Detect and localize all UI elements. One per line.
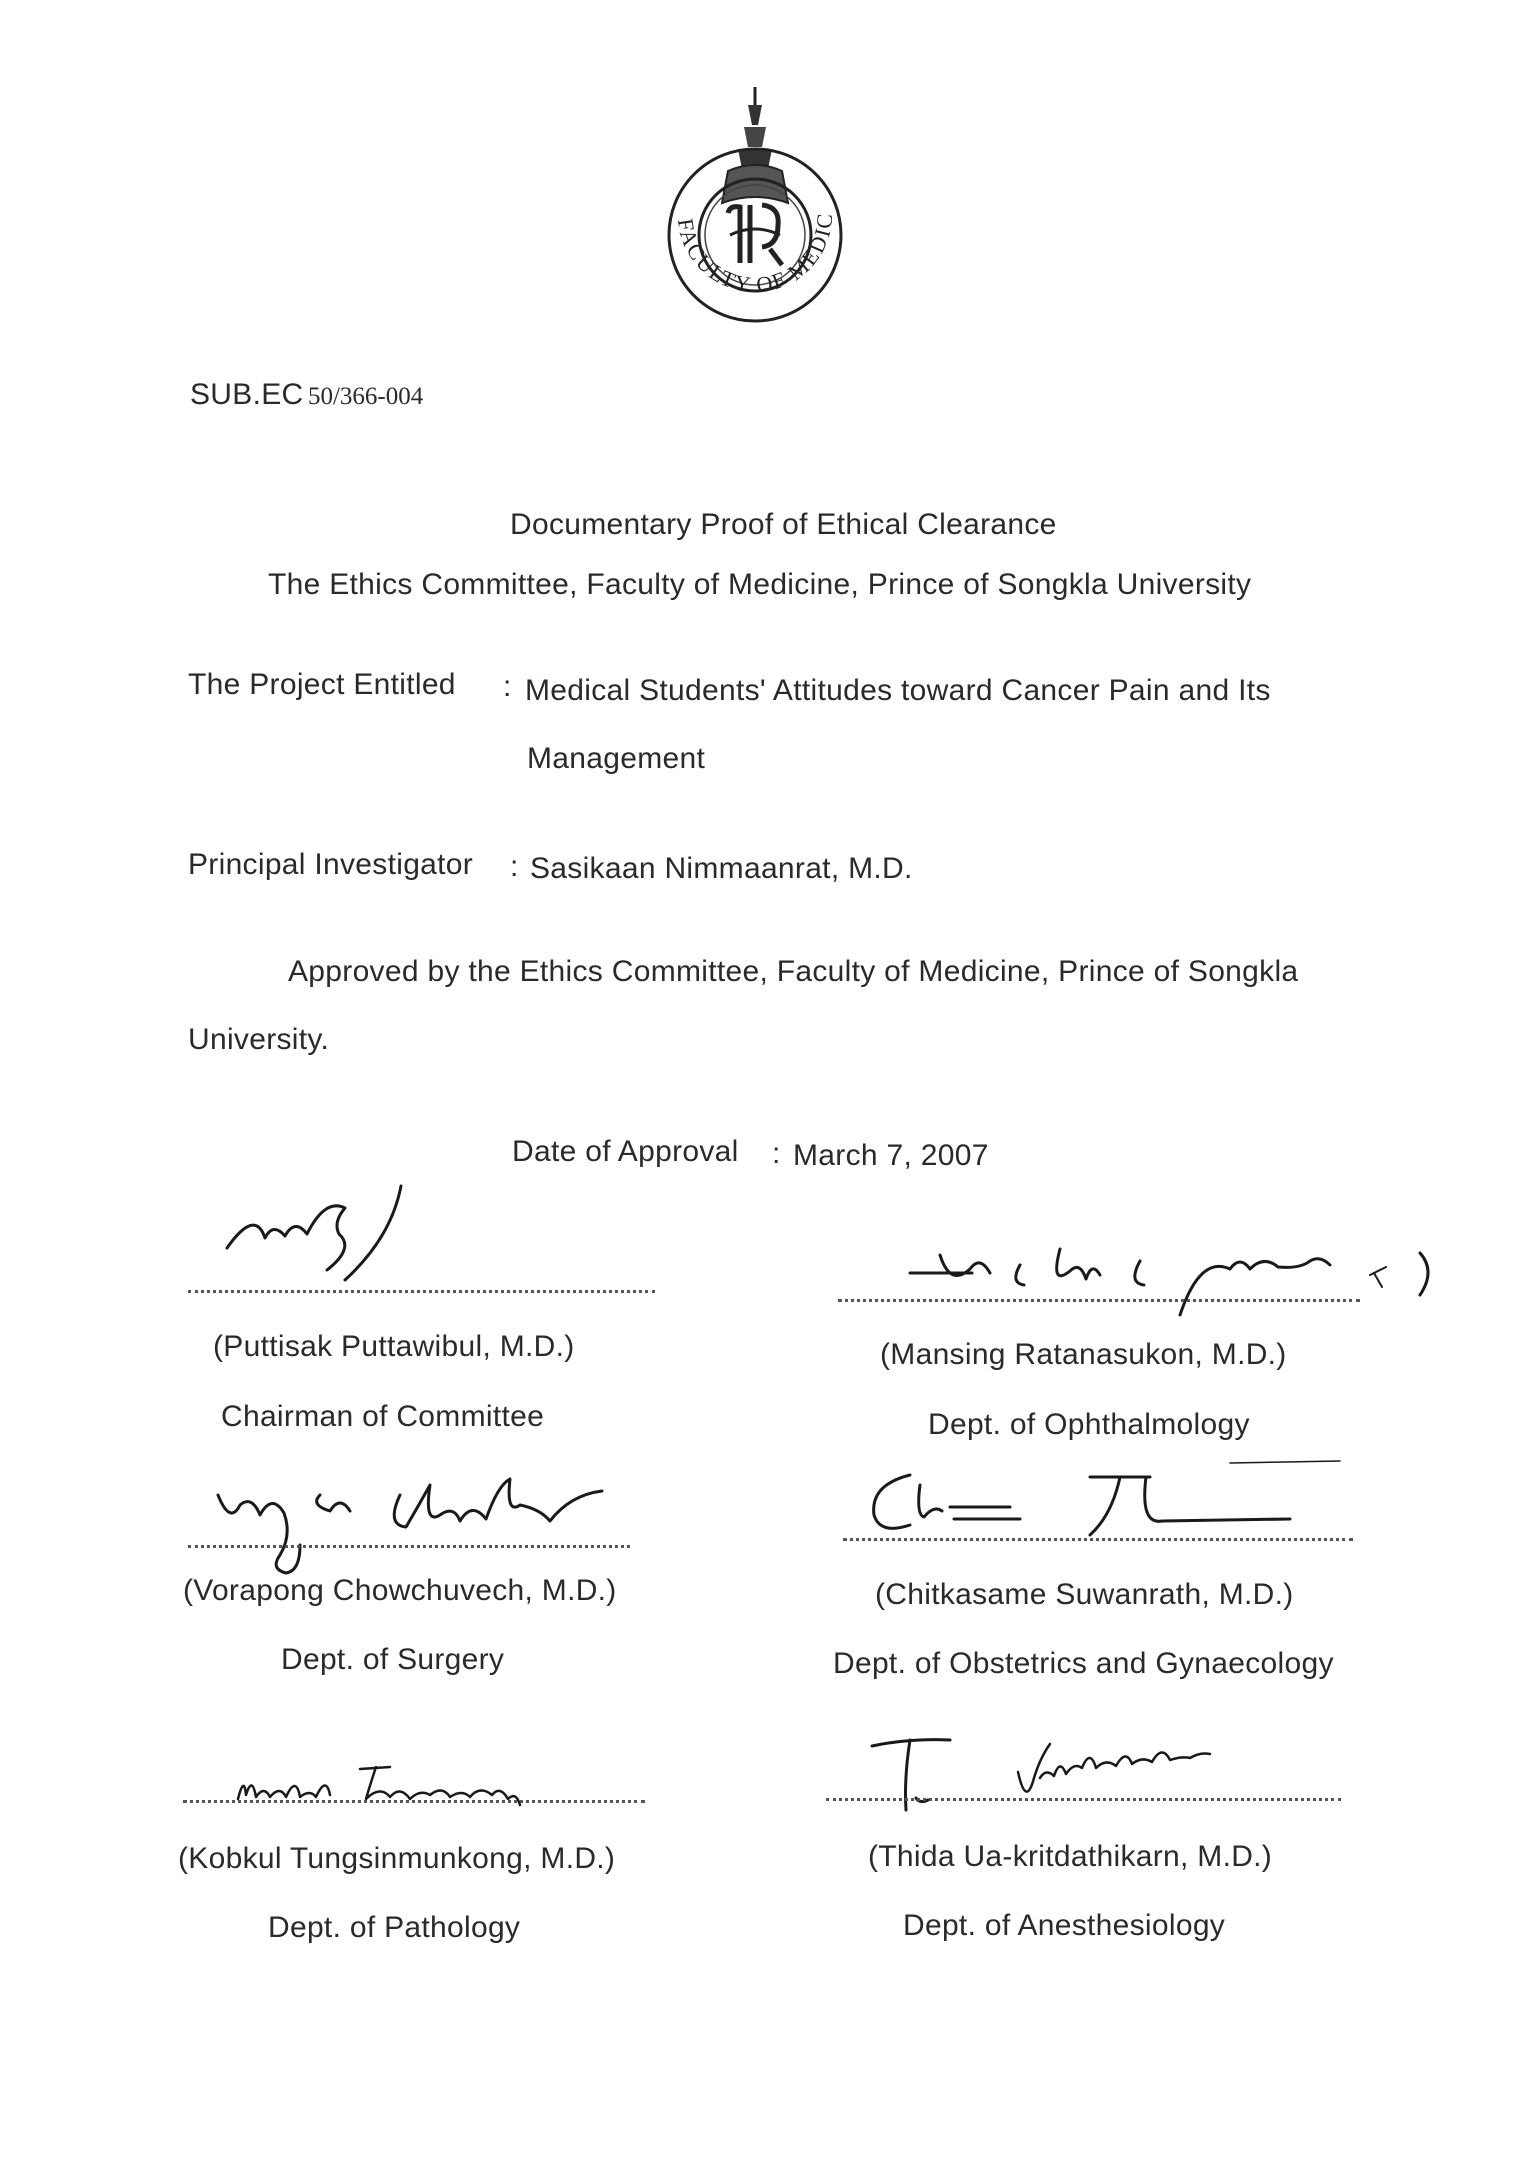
seal-ring-text: FACULTY OF MEDIC [672,210,838,298]
date-value: March 7, 2007 [793,1139,989,1172]
project-separator: : [503,670,512,703]
signature-line [188,1545,630,1548]
signature-line [826,1798,1341,1801]
document-title: Documentary Proof of Ethical Clearance [510,508,1057,541]
signatory-name: (Vorapong Chowchuvech, M.D.) [183,1574,617,1607]
date-separator: : [772,1137,781,1170]
signatory-role: Dept. of Obstetrics and Gynaecology [833,1647,1334,1680]
approval-text-line1: Approved by the Ethics Committee, Faculty of Medicine, Prince of Songkla [288,955,1299,988]
reference-line [190,378,423,412]
signatory-name: (Chitkasame Suwanrath, M.D.) [875,1578,1294,1611]
signatory-role: Dept. of Pathology [268,1911,521,1944]
signature-kobkul [230,1745,590,1830]
investigator-label: Principal Investigator [188,848,474,881]
reference-number: 50/366-004 [307,383,424,410]
signature-line [838,1299,1360,1302]
faculty-seal [650,85,860,330]
committee-title: The Ethics Committee, Faculty of Medicine, Prince of Songkla University [268,568,1252,601]
signature-mansing [900,1225,1480,1330]
investigator-separator: : [510,850,519,883]
signatory-role: Chairman of Committee [221,1400,545,1433]
signatory-role: Dept. of Surgery [281,1643,505,1676]
project-label: The Project Entitled [188,668,456,701]
seal-emblem-icon [650,85,860,330]
signature-line [188,1290,655,1293]
signature-chitkasame [850,1455,1350,1560]
signatory-name: (Mansing Ratanasukon, M.D.) [880,1338,1287,1371]
date-label: Date of Approval [512,1135,739,1168]
signature-thida [870,1718,1290,1823]
approval-text-line2: University. [188,1023,330,1056]
signature-line [843,1538,1353,1541]
signature-vorapong [210,1465,630,1590]
signatory-role: Dept. of Ophthalmology [928,1408,1250,1441]
signatory-name: (Puttisak Puttawibul, M.D.) [213,1330,575,1363]
signature-puttisak [215,1178,445,1293]
signatory-name: (Thida Ua-kritdathikarn, M.D.) [868,1840,1273,1873]
reference-prefix: SUB.EC [190,378,304,411]
signatory-role: Dept. of Anesthesiology [903,1909,1226,1942]
signatory-name: (Kobkul Tungsinmunkong, M.D.) [178,1842,616,1875]
signature-line [183,1800,645,1803]
project-title-line2: Management [527,742,706,775]
project-title-line1: Medical Students' Attitudes toward Cancer Pain and Its [525,674,1271,707]
investigator-name: Sasikaan Nimmaanrat, M.D. [530,852,913,885]
